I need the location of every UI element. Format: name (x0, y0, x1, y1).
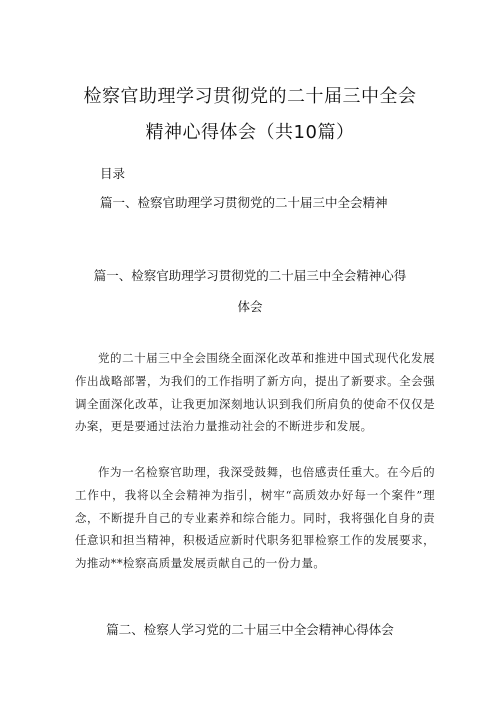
section-2-heading: 篇二、检察人学习党的二十届三中全会精神心得体会 (106, 622, 394, 637)
toc-heading: 目录 (100, 166, 126, 181)
section-1-paragraph-2: 作为一名检察官助理，我深受鼓舞，也倍感责任重大。在今后的工作中，我将以全会精神为指引，树牢“高质效办好每一个案件”理念，不断提升自己的专业素养和综合能力。同时，我将强化自身的责任意识和担当精神，积极适应新时代职务犯罪检察工作的发展要求，为推动**检察高质量发展贡献自己的一份力量。 (75, 465, 435, 571)
section-1-heading-line-1: 篇一、检察官助理学习贯彻党的二十届三中全会精神心得 (93, 268, 407, 283)
document-title-line-2: 精神心得体会（共10篇） (145, 122, 355, 143)
document-title-line-1: 检察官助理学习贯彻党的二十届三中全会 (83, 86, 417, 107)
section-1-paragraph-1: 党的二十届三中全会围绕全面深化改革和推进中国式现代化发展作出战略部署，为我们的工作指明了新方向，提出了新要求。全会强调全面深化改革，让我更加深刻地认识到我们所肩负的使命不仅仅是办案，更是要通过法治力量推动社会的不断进步和发展。 (75, 351, 435, 434)
toc-item[interactable]: 篇一、检察官助理学习贯彻党的二十届三中全会精神 (100, 195, 388, 210)
section-1-heading-line-2: 体会 (237, 299, 263, 314)
